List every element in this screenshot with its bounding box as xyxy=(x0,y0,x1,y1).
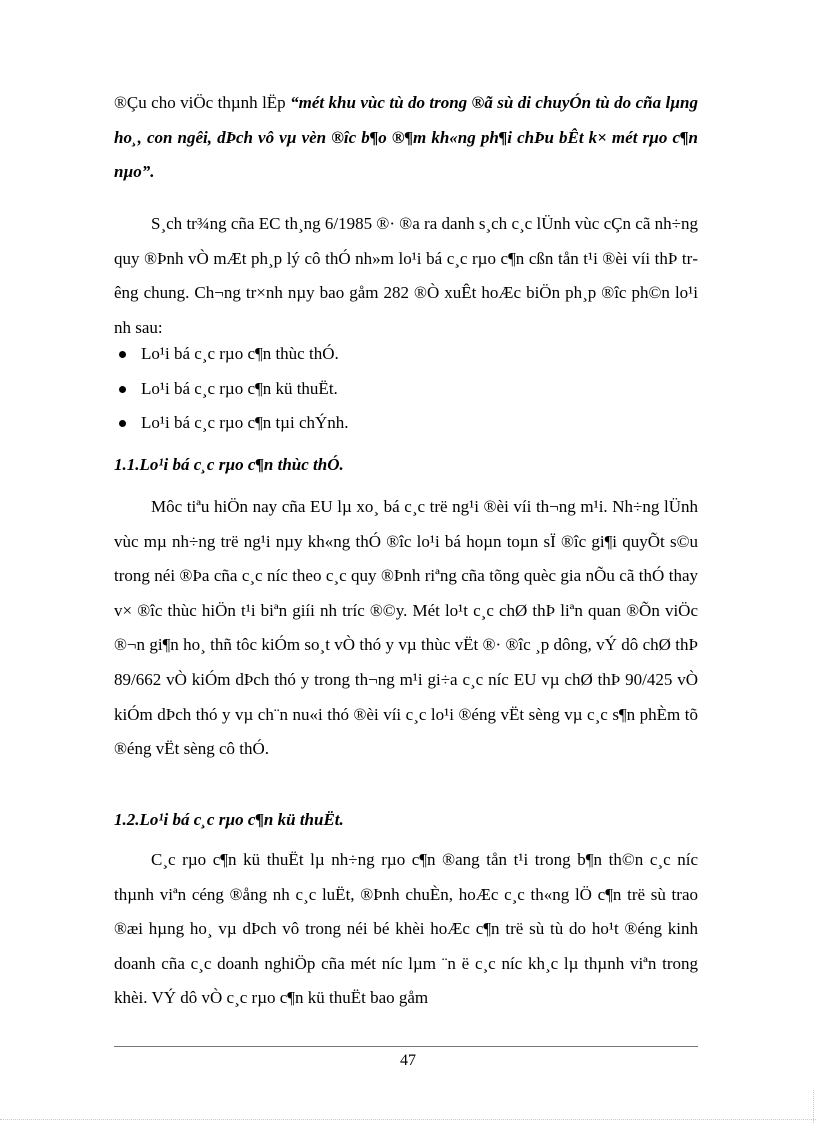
bullet-icon xyxy=(119,420,126,427)
section-1-2-body: C¸c rµo c¶n kü thuËt lµ nh÷ng rµo c¶n ®ang tån t¹i trong b¶n th©n c¸c níc thµnh viªn céng ®ång nh c¸c luËt, ®Þnh chuÈn, hoÆc c¸c th«ng lÖ c¶n trë sù trao ®æi hµng ho¸ vµ dÞch vô trong néi bé khèi hoÆc c¶n trë sù tù do ho¹t ®éng kinh doanh cña c¸c doanh nghiÖp cña mét níc lµm ¨n ë c¸c níc kh¸c lµ thµnh viªn trong khèi. VÝ dô vÒ c¸c rµo c¶n kü thuËt bao gåm xyxy=(114,850,698,1008)
bullet-icon xyxy=(119,386,126,393)
footer-divider xyxy=(114,1046,698,1047)
section-1-2-heading: 1.2.Lo¹i bá c¸c rµo c¶n kü thuËt. xyxy=(114,810,344,829)
page-edge-dotted-marker xyxy=(813,1090,814,1123)
page-edge-dotted-line xyxy=(0,1119,816,1120)
bullet-item xyxy=(114,337,698,372)
intro-emphasis-quote: “mét khu vùc tù do trong ®ã sù di chuyÓn tù do cña lµng ho¸, con ngêi, dÞch vô vµ vèn ®îc b¶o ®¶m kh«ng ph¶i chÞu bÊt k× mét rµo c¶n nµo”. xyxy=(114,93,698,182)
page-number: 47 xyxy=(400,1052,416,1069)
white-paper-paragraph: S¸ch tr¾ng cña EC th¸ng 6/1985 ®· ®a ra danh s¸ch c¸c lÜnh vùc cÇn cã nh÷ng quy ®Þnh vÒ mÆt ph¸p lý cô thÓ nh»m lo¹i bá c¸c rµo c¶n cßn tån t¹i ®èi víi thÞ trêng chung. Ch¬ng tr×nh nµy bao gåm 282 ®Ò xuÊt hoÆc biÖn ph¸p ®îc ph©n lo¹i nh sau: xyxy=(114,214,698,337)
bullet-icon xyxy=(119,351,126,358)
barrier-bullet-list xyxy=(114,337,698,441)
bullet-text: Lo¹i bá c¸c rµo c¶n thùc thÓ. xyxy=(141,344,339,363)
intro-paragraph xyxy=(114,86,698,190)
bullet-item xyxy=(114,372,698,407)
intro-plain-text: ®Çu cho viÖc thµnh lËp xyxy=(114,93,291,112)
section-1-1-body: Môc tiªu hiÖn nay cña EU lµ xo¸ bá c¸c trë ng¹i ®èi víi th¬ng m¹i. Nh÷ng lÜnh vùc mµ nh÷ng trë ng¹i nµy kh«ng thÓ ®îc lo¹i bá hoµn toµn sÏ ®îc gi¶i quyÕt s©u trong néi ®Þa cña c¸c níc theo c¸c quy ®Þnh riªng cña tõng quèc gia nÕu cã thÓ thay v× ®îc thùc hiÖn t¹i biªn giíi nh tríc ®©y. Mét lo¹t c¸c chØ thÞ liªn quan ®Õn viÖc ®¬n gi¶n ho¸ thñ tôc kiÓm so¸t vÒ thó y vµ thùc vËt ®· ®îc ¸p dông, vÝ dô chØ thÞ 89/662 vÒ kiÓm dÞch thó y trong th¬ng m¹i gi÷a c¸c níc EU vµ chØ thÞ 90/425 vÒ kiÓm dÞch thó y vµ ch¨n nu«i thó ®èi víi c¸c lo¹i ®éng vËt sèng vµ c¸c s¶n phÈm tõ ®éng vËt sèng cô thÓ. xyxy=(114,497,698,759)
bullet-text: Lo¹i bá c¸c rµo c¶n tµi chÝnh. xyxy=(141,413,349,433)
bullet-item xyxy=(114,406,698,441)
bullet-text: Lo¹i bá c¸c rµo c¶n kü thuËt. xyxy=(141,378,338,398)
section-1-1-heading: 1.1.Lo¹i bá c¸c rµo c¶n thùc thÓ. xyxy=(114,455,344,474)
